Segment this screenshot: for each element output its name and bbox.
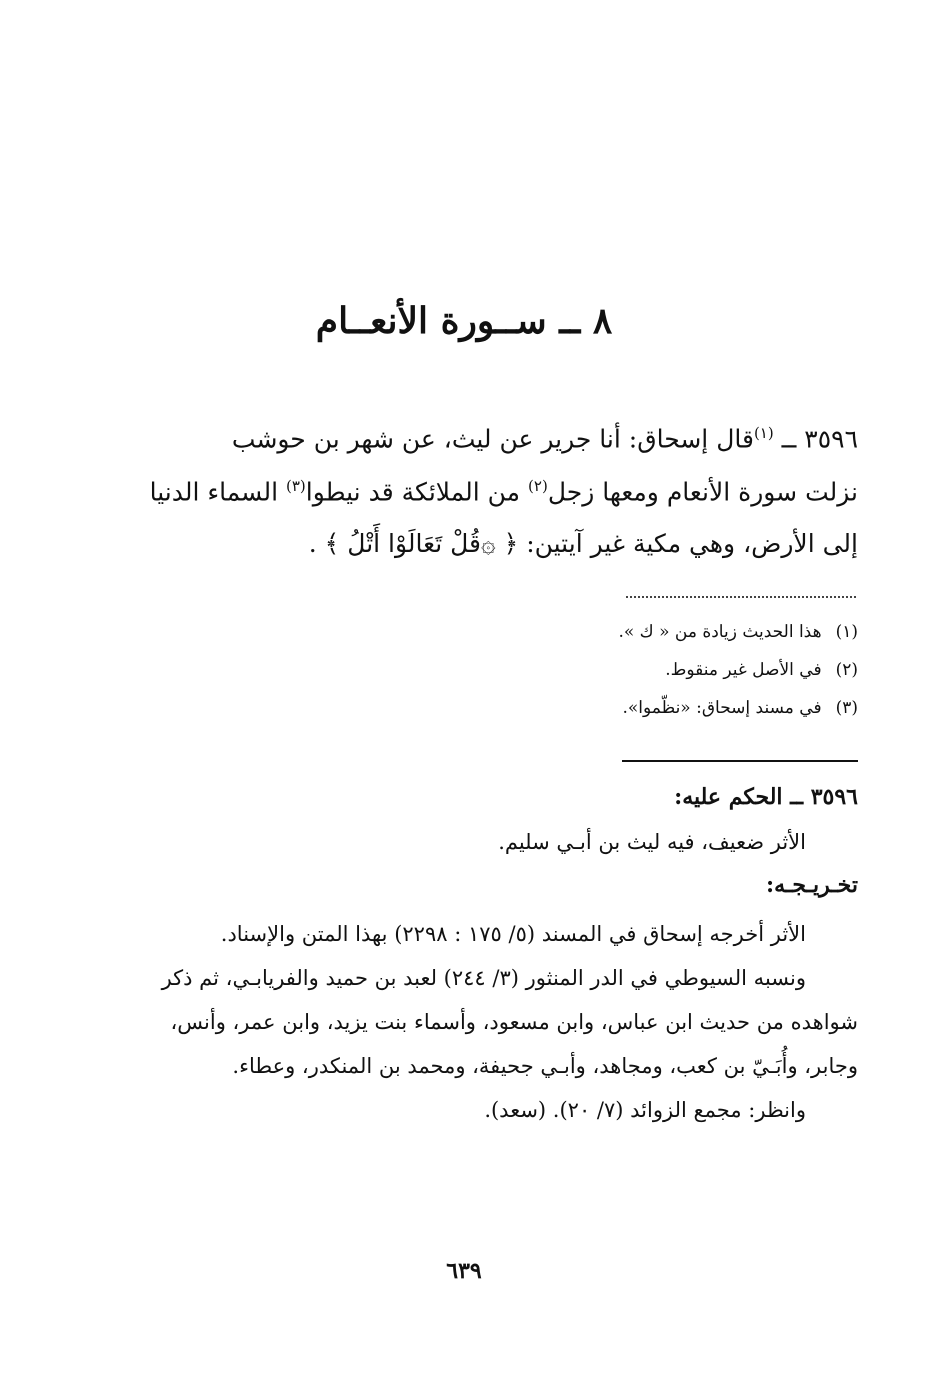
hadith-line-2 bbox=[150, 477, 858, 506]
ruling-heading: ٣٥٩٦ ــ الحكم عليه: bbox=[674, 784, 858, 810]
takhrij-line-2: ونسبه السيوطي في الدر المنثور (٣/ ٢٤٤) لعبد بن حميد والفريابـي، ثم ذكر bbox=[161, 966, 806, 990]
hadith-text-2c: السماء الدنيا bbox=[149, 477, 286, 507]
hadith-text-2a: نزلت سورة الأنعام ومعها زجل bbox=[547, 477, 858, 507]
ruling-text: الأثر ضعيف، فيه ليث بن أبـي سليم. bbox=[498, 830, 806, 854]
takhrij-line-3: شواهده من حديث ابن عباس، وابن مسعود، وأسماء بنت يزيد، وابن عمر، وأنس، bbox=[170, 1010, 858, 1034]
chapter-title: ٨ ــ ســورة الأنعــام bbox=[315, 300, 613, 342]
hadith-line-3: إلى الأرض، وهي مكية غير آيتين: ﴿ ۞قُلْ تَعَالَوْا أَتْلُ ﴾ . bbox=[308, 529, 858, 558]
footnote-3 bbox=[622, 698, 858, 718]
takhrij-line-4: وجابر، وأُبَـيّ بن كعب، ومجاهد، وأبـي جحيفة، ومحمد بن المنكدر، وعطاء. bbox=[232, 1054, 858, 1078]
footnote-1 bbox=[618, 622, 858, 642]
footnote-ref-3: (٣) bbox=[285, 477, 306, 495]
takhrij-heading: تخـريـجـه: bbox=[765, 872, 858, 898]
takhrij-line-1: الأثر أخرجه إسحاق في المسند (٥/ ١٧٥ : ٢٢٩٨) بهذا المتن والإسناد. bbox=[220, 922, 806, 946]
hadith-line-1 bbox=[232, 424, 858, 453]
section-separator bbox=[622, 760, 858, 762]
footnote-text: في مسند إسحاق: «نظّموا». bbox=[622, 698, 822, 718]
footnote-number: (١) bbox=[835, 622, 858, 642]
takhrij-line-5: وانظر: مجمع الزوائد (٧/ ٢٠). (سعد). bbox=[484, 1098, 806, 1122]
footnote-number: (٢) bbox=[835, 660, 858, 680]
hadith-text-1: قال إسحاق: أنا جرير عن ليث، عن شهر بن حوشب bbox=[231, 424, 754, 454]
footnote-separator bbox=[626, 596, 856, 598]
page-number: ٦٣٩ bbox=[446, 1258, 482, 1284]
footnote-text: هذا الحديث زيادة من « ك ». bbox=[618, 622, 822, 642]
footnote-text: في الأصل غير منقوط. bbox=[665, 660, 822, 680]
footnote-ref-2: (٢) bbox=[528, 477, 548, 495]
footnote-ref-1: (١) bbox=[753, 424, 774, 442]
footnote-number: (٣) bbox=[835, 698, 858, 718]
hadith-number: ٣٥٩٦ ــ bbox=[781, 424, 858, 454]
footnote-2 bbox=[665, 660, 858, 680]
hadith-text-2b: من الملائكة قد نيطوا bbox=[305, 477, 529, 507]
